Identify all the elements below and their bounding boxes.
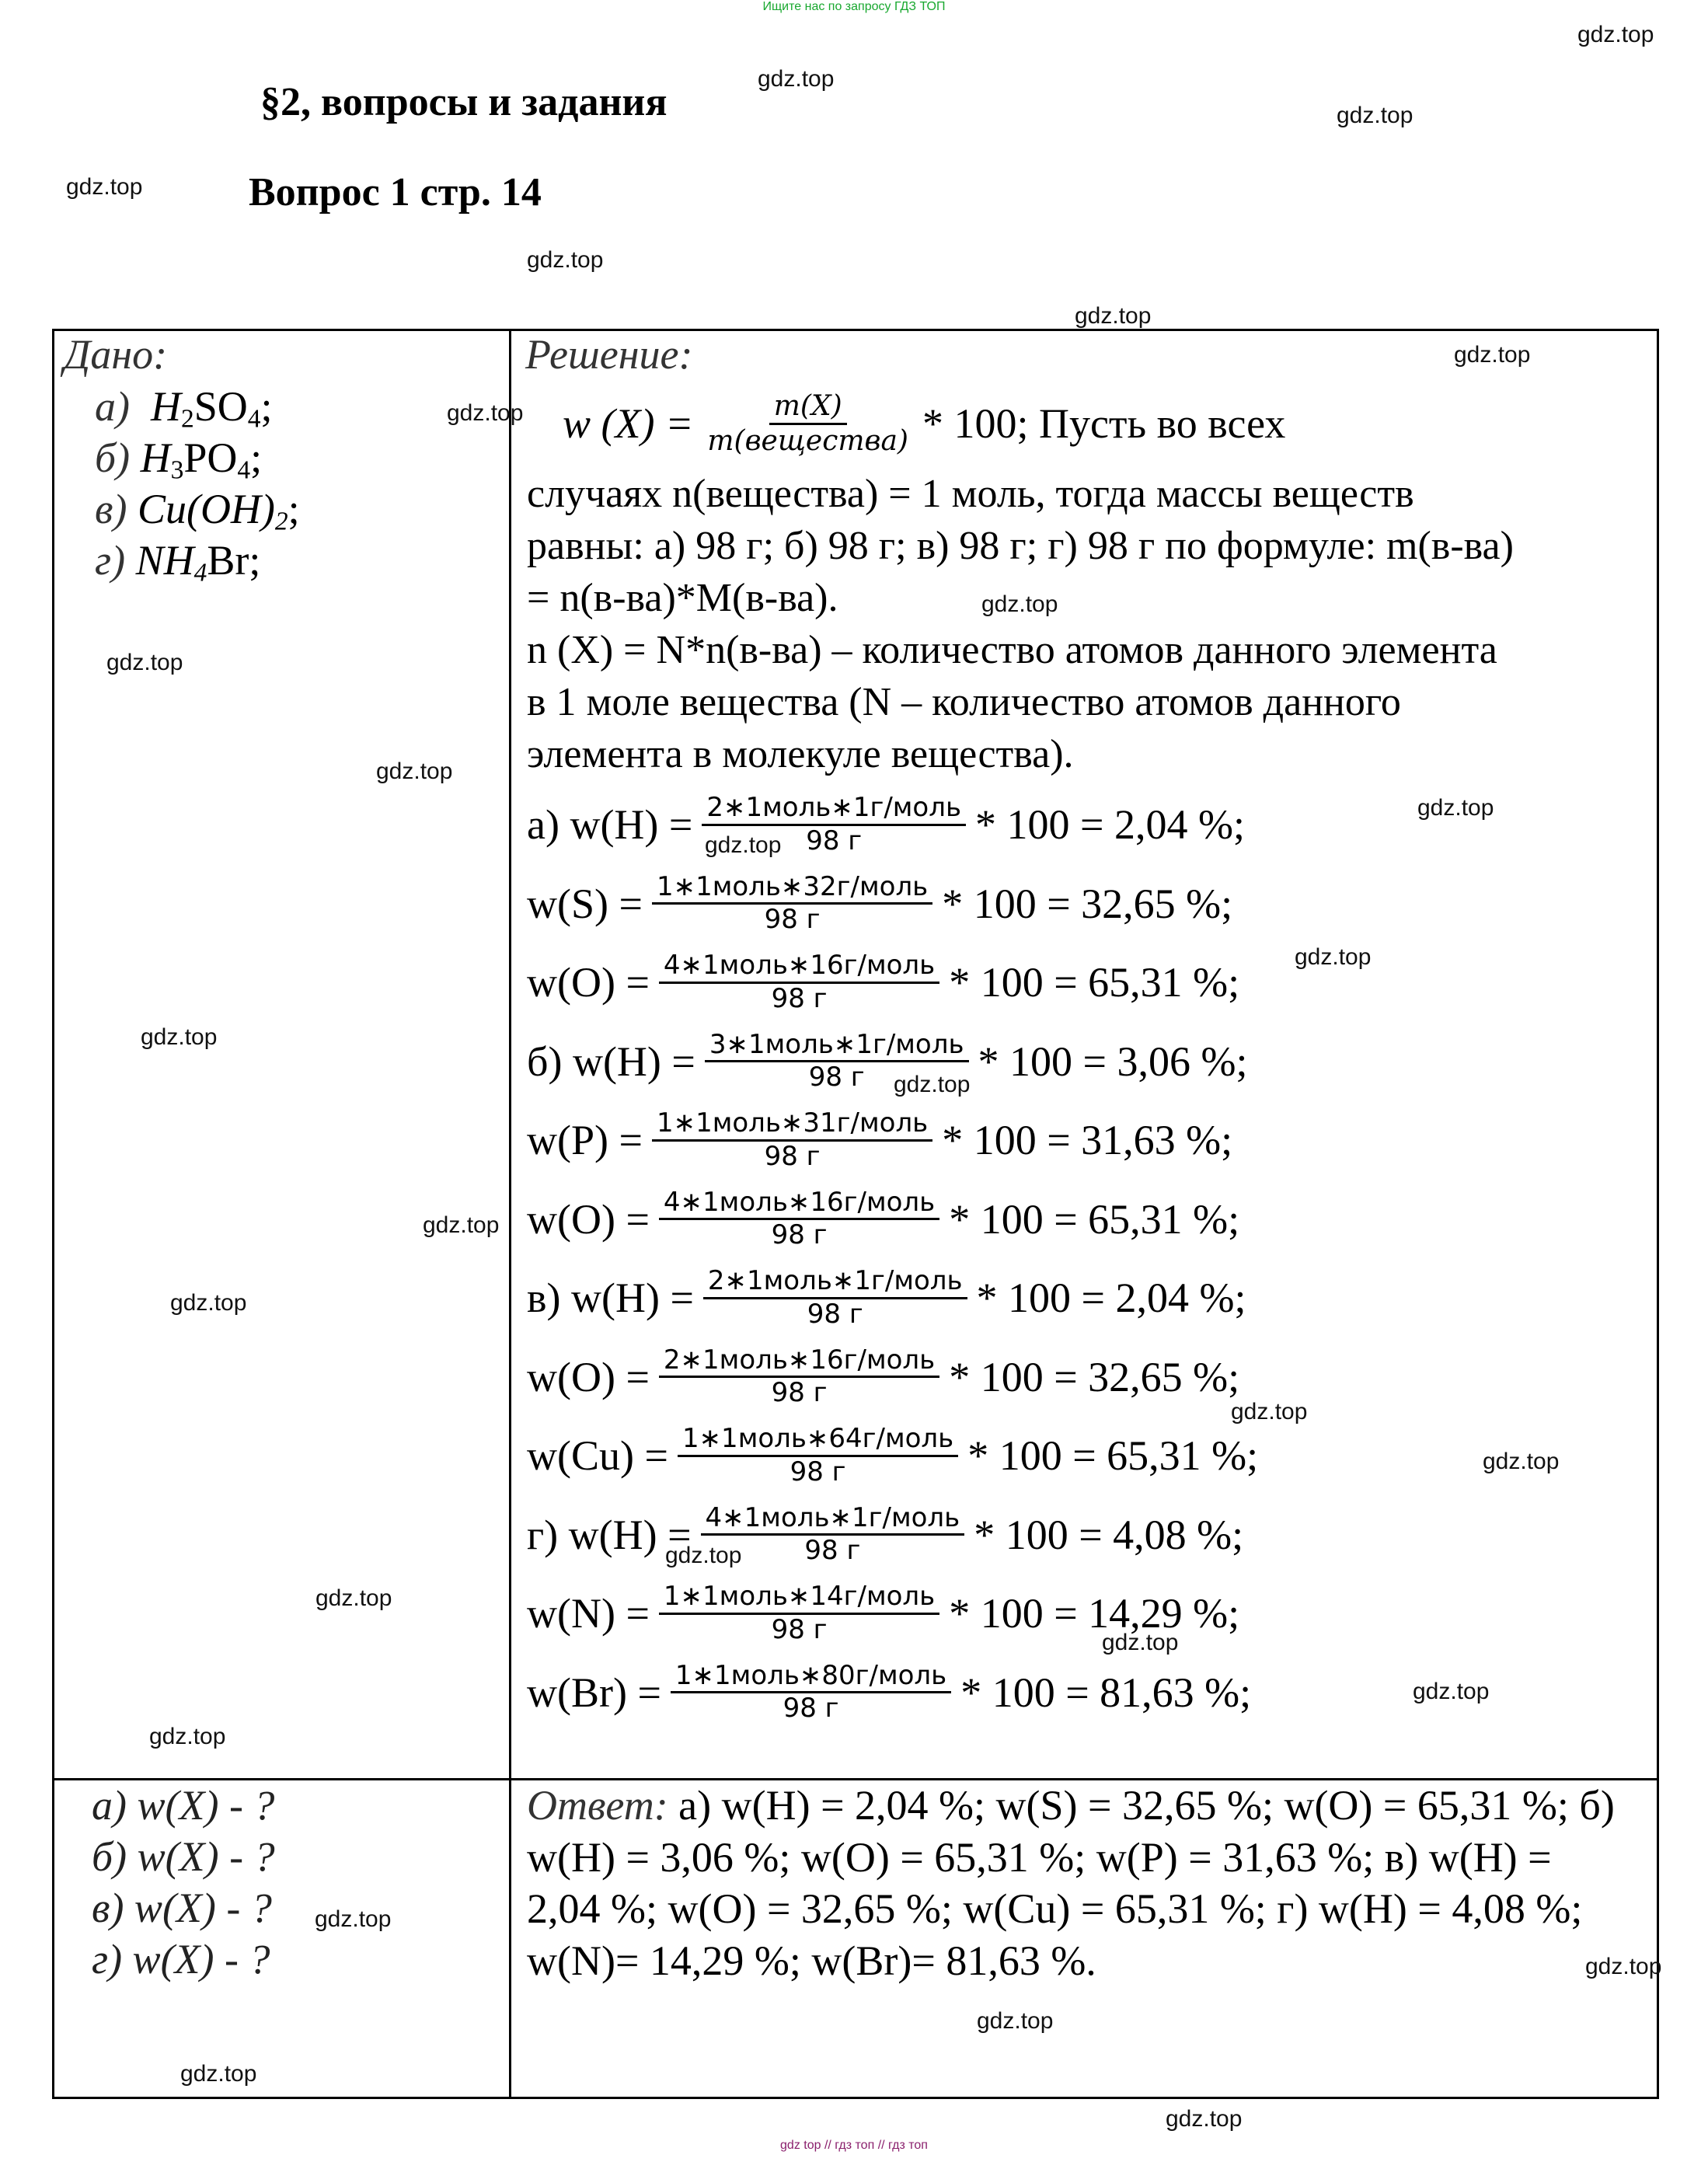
calc-row [527,1496,1243,1574]
calc-lhs: w(S) = [527,880,643,927]
watermark: gdz.top [981,591,1058,617]
bottom-banner: gdz top // гдз топ // гдз топ [780,2139,928,2152]
calc-numerator: 3∗1моль∗1г/моль [705,1030,969,1062]
watermark: gdz.top [149,1724,226,1749]
calc-denominator: 98 г [806,825,863,856]
calc-denominator: 98 г [807,1298,863,1330]
calc-lhs: w(O) = [527,1195,650,1243]
calc-denominator: 98 г [771,1377,828,1408]
solution-text-line: n (X) = N*n(в-ва) – количество атомов данного элемента [527,628,1497,672]
watermark: gdz.top [106,650,183,675]
calc-numerator: 1∗1моль∗31г/моль [652,1108,932,1141]
watermark: gdz.top [1417,795,1494,821]
calc-denominator: 98 г [808,1062,865,1093]
watermark: gdz.top [1454,342,1531,368]
calc-lhs: в) w(H) = [527,1275,694,1321]
given-item: в) $Cu(OH)_2$; [95,486,300,536]
calc-denominator: 98 г [764,1140,821,1172]
calc-fraction [671,1661,951,1724]
watermark: gdz.top [705,832,782,858]
watermark: gdz.top [1413,1679,1490,1704]
solution-text-line: в 1 моле вещества (N – количество атомов данного [527,680,1401,724]
calc-result: * 100 = 2,04 %; [976,1275,1246,1321]
watermark: gdz.top [315,1585,392,1611]
calc-fraction [703,1266,967,1329]
watermark: gdz.top [1483,1449,1560,1474]
solution-header: Решение: [525,331,693,378]
watermark: gdz.top [977,2008,1054,2034]
calc-numerator: 1∗1моль∗80г/моль [671,1661,951,1693]
watermark: gdz.top [1585,1954,1662,1979]
answer-text: а) w(H) = 2,04 %; w(S) = 32,65 %; w(O) = 65,31 %; б) w(H) = 3,06 %; w(O) = 65,31 %; w(P) = 31,63 %; в) w(H) = 2,04 %; w(O) = 32,65 %; w(Cu) = 65,31 %; г) w(H) = 4,08 %; w(N)= 14,29 %; w(Br)= 81,63 %. [527,1782,1615,1984]
calc-denominator: 98 г [771,1613,828,1645]
calc-result: * 100 = 2,04 %; [975,801,1245,848]
solution-text-line: элемента в молекуле вещества). [527,732,1074,776]
calc-numerator: 2∗1моль∗1г/моль [703,1266,967,1299]
find-item: б) w(X) - ? [92,1833,275,1880]
solution-text-line: равны: а) 98 г; б) 98 г; в) 98 г; г) 98 г по формуле: m(в-ва) [527,524,1514,568]
calc-lhs: а) w(H) = [527,801,693,848]
find-item: г) w(X) - ? [92,1936,270,1982]
calc-lhs: w(P) = [527,1117,643,1163]
watermark: gdz.top [66,174,143,200]
watermark: gdz.top [170,1290,247,1316]
calc-fraction [678,1424,958,1487]
calc-row [527,1654,1251,1731]
top-banner: Ищите нас по запросу ГДЗ ТОП [762,0,946,13]
watermark: gdz.top [423,1212,500,1238]
watermark: gdz.top [894,1072,971,1097]
calc-fraction [659,1581,939,1644]
calc-fraction [659,1187,939,1250]
calc-numerator: 4∗1моль∗16г/моль [659,950,939,983]
calc-denominator: 98 г [771,1219,828,1250]
calc-lhs: w(N) = [527,1590,650,1637]
general-formula: w (X) = $\frac{m(X)}{\text{m(вещества)}}$ * 100; Пусть во всех [563,390,1286,457]
given-item: г) $NH_4Br$; [95,537,261,588]
calc-lhs: w(O) = [527,1353,650,1400]
calc-denominator: 98 г [783,1693,839,1724]
calc-numerator: 2∗1моль∗16г/моль [659,1345,939,1378]
watermark: gdz.top [1231,1399,1308,1424]
calc-row [527,943,1239,1021]
calc-numerator: 4∗1моль∗16г/моль [659,1187,939,1220]
page-title: §2, вопросы и задания [260,80,668,124]
calc-lhs: w(Br) = [527,1669,661,1716]
calc-row [527,1023,1247,1100]
watermark: gdz.top [315,1906,392,1932]
calc-denominator: 98 г [804,1535,861,1566]
calc-lhs: w(O) = [527,959,650,1006]
calc-lhs: w(Cu) = [527,1432,668,1479]
calc-fraction [652,1108,932,1171]
calc-result: * 100 = 65,31 %; [949,1195,1240,1243]
calc-result: * 100 = 32,65 %; [942,880,1233,927]
calc-result: * 100 = 65,31 %; [967,1432,1259,1479]
given-item: а) $H_2SO_4$; [95,383,273,434]
watermark: gdz.top [1295,944,1372,970]
calc-lhs: б) w(H) = [527,1037,695,1085]
calc-denominator: 98 г [790,1456,846,1487]
watermark: gdz.top [1337,103,1413,128]
solution-text-line: случаях n(вещества) = 1 моль, тогда массы веществ [527,472,1414,516]
calc-result: * 100 = 81,63 %; [960,1669,1252,1716]
watermark: gdz.top [527,247,604,273]
calc-row [527,786,1245,863]
watermark: gdz.top [1577,22,1654,47]
watermark: gdz.top [665,1543,742,1568]
calc-numerator: 4∗1моль∗1г/моль [701,1503,965,1536]
calc-lhs: г) w(H) = [527,1511,692,1558]
page-subtitle: Вопрос 1 стр. 14 [249,170,542,214]
formula-fraction: $\frac{m(X)}{\text{m(вещества)}}$ [707,390,908,457]
calc-numerator: 1∗1моль∗64г/моль [678,1424,958,1456]
watermark: gdz.top [141,1024,218,1050]
calc-fraction [659,950,939,1013]
watermark: gdz.top [1166,2106,1243,2132]
watermark: gdz.top [376,758,453,784]
calc-result: * 100 = 32,65 %; [949,1353,1240,1400]
calc-numerator: 1∗1моль∗14г/моль [659,1581,939,1614]
calc-numerator: 1∗1моль∗32г/моль [652,872,932,905]
calc-numerator: 2∗1моль∗1г/моль [702,793,966,825]
calc-fraction [652,872,932,935]
find-item: в) w(X) - ? [92,1885,272,1931]
solution-text-line: = n(в-ва)*M(в-ва). [527,576,838,620]
calc-row [527,1101,1232,1179]
answer-label: Ответ: [527,1782,668,1829]
calc-denominator: 98 г [764,904,821,935]
calc-result: * 100 = 3,06 %; [978,1037,1248,1085]
answer-block [527,1780,1615,1986]
given-item: б) $H_3PO_4$; [95,434,263,485]
watermark: gdz.top [1102,1630,1179,1655]
watermark: gdz.top [758,66,835,92]
calc-row [527,1417,1258,1494]
calc-row [527,865,1232,943]
calc-fraction [659,1345,939,1408]
calc-row [527,1259,1246,1337]
calc-denominator: 98 г [771,982,828,1014]
calc-row [527,1338,1239,1416]
watermark: gdz.top [1075,303,1152,329]
given-header: Дано: [64,331,168,378]
calc-result: * 100 = 14,29 %; [949,1590,1240,1637]
watermark: gdz.top [180,2061,257,2087]
calc-result: * 100 = 31,63 %; [942,1117,1233,1163]
table-column-divider [509,329,511,2099]
calc-result: * 100 = 4,08 %; [974,1511,1244,1558]
watermark: gdz.top [447,400,524,426]
calc-row [527,1180,1239,1258]
calc-result: * 100 = 65,31 %; [949,959,1240,1006]
find-item: а) w(X) - ? [92,1782,275,1829]
